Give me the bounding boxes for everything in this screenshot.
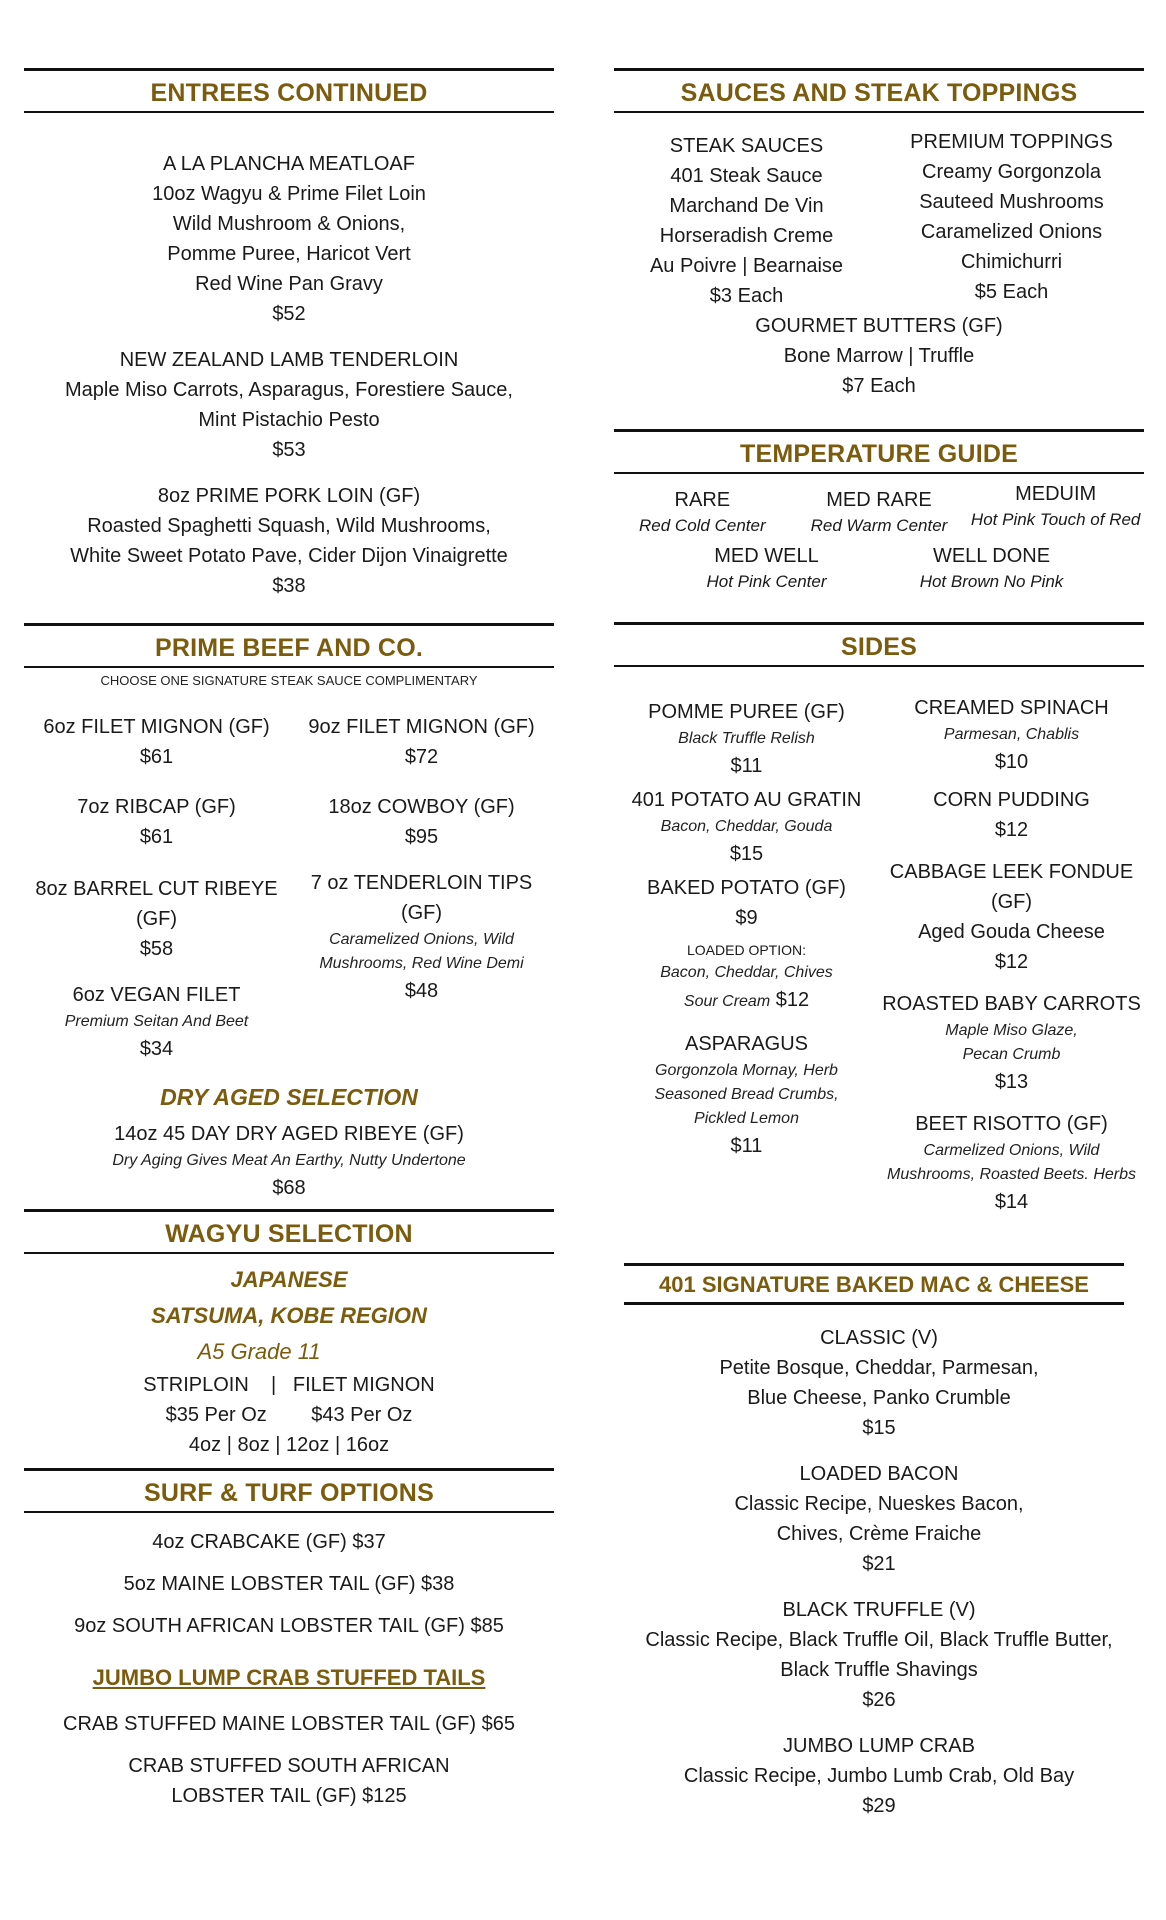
temp-medium (967, 480, 1144, 538)
entree-desc: Mint Pistachio Pesto (198, 409, 380, 431)
topping-item: Sauteed Mushrooms (919, 191, 1104, 213)
entree-item (24, 481, 554, 601)
mac-item (614, 1323, 1144, 1443)
mac-desc: Chives, Crème Fraiche (776, 1523, 982, 1545)
sauce-price: $3 Each (709, 285, 784, 307)
side-desc: Parmesan, Chablis (943, 726, 1080, 743)
temp-desc: Red Cold Center (639, 516, 766, 535)
topping-item: Creamy Gorgonzola (922, 161, 1101, 183)
entree-desc: White Sweet Potato Pave, Cider Dijon Vinaigrette (70, 545, 508, 567)
beef-name: 6oz FILET MIGNON (GF) (43, 716, 270, 738)
right-column (614, 68, 1144, 1821)
entree-item (24, 345, 554, 465)
entrees-title: ENTREES CONTINUED (150, 79, 428, 107)
wagyu-prices: $35 Per Oz $43 Per Oz (165, 1404, 413, 1426)
beef-name: 8oz BARREL CUT RIBEYE (GF) (35, 878, 278, 930)
beef-desc: Caramelized Onions, Wild Mushrooms, Red Wine Demi (319, 931, 524, 972)
sauces-grid (614, 127, 1144, 311)
side-name: CABBAGE LEEK FONDUE (GF) (889, 861, 1134, 913)
gourmet-butters (614, 311, 1144, 401)
beef-desc: Premium Seitan And Beet (64, 1013, 249, 1030)
temp-med-rare (791, 480, 968, 538)
side-price: $12 (994, 819, 1029, 841)
steak-sauces (614, 127, 879, 311)
temp-label: WELL DONE (932, 545, 1051, 567)
side-desc: Carmelized Onions, Wild Mushrooms, Roasted Beets. Herbs (887, 1142, 1136, 1183)
beef-price: $34 (139, 1038, 174, 1060)
butter-item: Bone Marrow | Truffle (783, 345, 975, 367)
temperature-row-1 (614, 480, 1144, 538)
butter-price: $7 Each (842, 375, 916, 397)
temp-desc: Red Warm Center (810, 516, 948, 535)
wagyu-grade: A5 Grade 11 (197, 1339, 321, 1364)
surf-item: 5oz MAINE LOBSTER TAIL (GF) $38 (123, 1573, 455, 1595)
beef-name: 9oz FILET MIGNON (GF) (308, 716, 535, 738)
side-price: $10 (994, 751, 1029, 773)
sides-right (879, 697, 1144, 1217)
sides-grid (614, 697, 1144, 1217)
entree-price: $52 (272, 303, 306, 325)
mac-desc: Classic Recipe, Jumbo Lumb Crab, Old Bay (683, 1765, 1075, 1787)
loaded-option-desc: Bacon, Cheddar, Chives (660, 964, 833, 981)
surf-turf-header (24, 1468, 554, 1513)
beef-name: 7oz RIBCAP (GF) (77, 796, 236, 818)
sides-title: SIDES (840, 633, 918, 661)
side-name: CORN PUDDING (933, 789, 1090, 811)
mac-list (614, 1323, 1144, 1821)
surf-turf-list (24, 1527, 554, 1641)
side-name: POMME PUREE (GF) (648, 701, 845, 723)
wagyu-title: WAGYU SELECTION (165, 1220, 413, 1248)
beef-name: 18oz COWBOY (GF) (328, 796, 515, 818)
beef-price: $95 (404, 826, 439, 848)
loaded-option-line (614, 985, 879, 1015)
temp-desc: Hot Pink Touch of Red (970, 510, 1141, 529)
temp-label: MED RARE (826, 489, 932, 511)
beef-item (289, 868, 554, 1006)
side-name: ROASTED BABY CARROTS (882, 993, 1141, 1015)
entree-item (24, 149, 554, 329)
side-name: 401 POTATO AU GRATIN (631, 789, 862, 811)
mac-desc: Petite Bosque, Cheddar, Parmesan, (719, 1357, 1039, 1379)
entree-name: 8oz PRIME PORK LOIN (GF) (157, 485, 421, 507)
premium-toppings (879, 127, 1144, 311)
side-price: $14 (994, 1191, 1029, 1213)
temp-label: MED WELL (714, 545, 819, 567)
entree-desc: Roasted Spaghetti Squash, Wild Mushrooms, (87, 515, 491, 537)
side-price: $9 (735, 907, 758, 929)
beef-price: $48 (404, 980, 439, 1002)
entree-price: $53 (272, 439, 306, 461)
beef-price: $58 (139, 938, 174, 960)
entree-desc: Maple Miso Carrots, Asparagus, Forestiere Sauce, (65, 379, 513, 401)
sauce-item: 401 Steak Sauce (670, 165, 823, 187)
mac-item (614, 1731, 1144, 1821)
side-price: $12 (994, 951, 1029, 973)
prime-beef-left (24, 712, 289, 1064)
entrees-header (24, 68, 554, 113)
temp-label: MEDUIM (1015, 483, 1097, 505)
sauce-item: Horseradish Creme (659, 225, 834, 247)
topping-item: Chimichurri (960, 251, 1063, 273)
side-desc: Gorgonzola Mornay, Herb Seasoned Bread Crumbs, Pickled Lemon (654, 1062, 839, 1127)
side-name: ASPARAGUS (685, 1033, 808, 1055)
mac-desc: Classic Recipe, Black Truffle Oil, Black Truffle Butter, (645, 1629, 1113, 1651)
jumbo-item: CRAB STUFFED MAINE LOBSTER TAIL (GF) $65 (63, 1713, 515, 1735)
beef-item (289, 712, 554, 772)
mac-price: $21 (862, 1553, 896, 1575)
sauce-item: Marchand De Vin (669, 195, 824, 217)
prime-beef-right (289, 712, 554, 1064)
surf-turf-title: SURF & TURF OPTIONS (144, 1479, 434, 1507)
temperature-row-2 (614, 542, 1144, 594)
left-column (24, 68, 554, 1811)
mac-name: CLASSIC (V) (820, 1327, 938, 1349)
side-price: $11 (730, 1135, 763, 1157)
mac-name: LOADED BACON (799, 1463, 959, 1485)
mac-title: 401 SIGNATURE BAKED MAC & CHEESE (659, 1272, 1089, 1297)
entree-name: A LA PLANCHA MEATLOAF (163, 153, 415, 175)
prime-beef-title: PRIME BEEF AND CO. (155, 634, 423, 662)
sides-left (614, 697, 879, 1217)
loaded-option-label: LOADED OPTION: (686, 942, 807, 958)
mac-name: BLACK TRUFFLE (V) (782, 1599, 976, 1621)
side-item (614, 873, 879, 1015)
side-item (614, 1029, 879, 1161)
surf-item: 9oz SOUTH AFRICAN LOBSTER TAIL (GF) $85 (74, 1615, 504, 1637)
mac-price: $15 (862, 1417, 896, 1439)
entree-desc: Pomme Puree, Haricot Vert (167, 243, 411, 265)
side-name: BEET RISOTTO (GF) (915, 1113, 1108, 1135)
jumbo-item: LOBSTER TAIL (GF) $125 (171, 1785, 407, 1807)
temp-well-done (879, 542, 1104, 594)
temperature-header (614, 429, 1144, 474)
mac-header (624, 1263, 1124, 1305)
wagyu-cuts: STRIPLOIN | FILET MIGNON (143, 1374, 435, 1396)
dry-aged-title: DRY AGED SELECTION (160, 1084, 418, 1110)
temp-med-well (654, 542, 879, 594)
mac-price: $29 (862, 1795, 896, 1817)
dry-aged-item (24, 1119, 554, 1203)
butters-heading: GOURMET BUTTERS (GF) (755, 315, 1003, 337)
temp-rare (614, 480, 791, 538)
prime-beef-grid (24, 712, 554, 1064)
mac-desc: Black Truffle Shavings (780, 1659, 978, 1681)
side-name: BAKED POTATO (GF) (647, 877, 846, 899)
jumbo-list (24, 1709, 554, 1811)
wagyu-sizes: 4oz | 8oz | 12oz | 16oz (188, 1434, 390, 1456)
side-item (614, 785, 879, 869)
entree-desc: 10oz Wagyu & Prime Filet Loin (152, 183, 426, 205)
side-item (879, 1109, 1144, 1217)
prime-beef-note: CHOOSE ONE SIGNATURE STEAK SAUCE COMPLIMENTARY (100, 673, 478, 688)
entree-desc: Red Wine Pan Gravy (195, 273, 383, 295)
beef-item (289, 792, 554, 852)
beef-price: $72 (404, 746, 439, 768)
side-item (879, 785, 1144, 845)
temperature-title: TEMPERATURE GUIDE (740, 440, 1018, 468)
entree-price: $38 (272, 575, 306, 597)
jumbo-item: CRAB STUFFED SOUTH AFRICAN (128, 1755, 450, 1777)
wagyu-block (24, 1262, 554, 1460)
beef-item (24, 874, 289, 964)
loaded-option-price: $12 (775, 989, 810, 1011)
mac-desc: Classic Recipe, Nueskes Bacon, (734, 1493, 1024, 1515)
prime-beef-header (24, 623, 554, 668)
side-desc: Black Truffle Relish (678, 730, 815, 747)
side-item (879, 693, 1144, 777)
beef-item (24, 980, 289, 1064)
sauces-title: SAUCES AND STEAK TOPPINGS (680, 79, 1078, 107)
topping-price: $5 Each (974, 281, 1049, 303)
mac-price: $26 (862, 1689, 896, 1711)
side-price: $13 (994, 1071, 1029, 1093)
beef-item (24, 712, 289, 772)
wagyu-header (24, 1209, 554, 1254)
beef-price: $61 (139, 746, 174, 768)
temp-desc: Hot Pink Center (706, 572, 827, 591)
sides-header (614, 622, 1144, 667)
beef-name: 7 oz TENDERLOIN TIPS (GF) (310, 872, 533, 924)
side-item (879, 989, 1144, 1097)
dry-aged-desc: Dry Aging Gives Meat An Earthy, Nutty Undertone (112, 1152, 466, 1169)
loaded-option-desc: Sour Cream (683, 993, 771, 1010)
sauce-item: Au Poivre | Bearnaise (649, 255, 844, 277)
jumbo-title: JUMBO LUMP CRAB STUFFED TAILS (92, 1665, 486, 1690)
temp-label: RARE (674, 489, 731, 511)
side-price: $11 (730, 755, 763, 777)
side-desc: Bacon, Cheddar, Gouda (660, 818, 833, 835)
mac-item (614, 1595, 1144, 1715)
entree-name: NEW ZEALAND LAMB TENDERLOIN (119, 349, 459, 371)
mac-item (614, 1459, 1144, 1579)
sauces-header (614, 68, 1144, 113)
dry-aged-name: 14oz 45 DAY DRY AGED RIBEYE (GF) (114, 1123, 464, 1145)
steak-sauces-heading: STEAK SAUCES (669, 135, 824, 157)
wagyu-origin: JAPANESE (230, 1267, 348, 1292)
mac-name: JUMBO LUMP CRAB (783, 1735, 975, 1757)
entrees-list (24, 149, 554, 601)
beef-price: $61 (139, 826, 174, 848)
side-desc: Maple Miso Glaze, Pecan Crumb (945, 1022, 1078, 1063)
side-item (879, 857, 1144, 977)
side-name: CREAMED SPINACH (914, 697, 1109, 719)
entree-desc: Wild Mushroom & Onions, (172, 213, 406, 235)
surf-item: 4oz CRABCAKE (GF) $37 (152, 1531, 386, 1553)
premium-heading: PREMIUM TOPPINGS (910, 131, 1113, 153)
wagyu-region: SATSUMA, KOBE REGION (151, 1303, 427, 1328)
side-item (614, 697, 879, 781)
mac-desc: Blue Cheese, Panko Crumble (747, 1387, 1011, 1409)
temp-desc: Hot Brown No Pink (919, 572, 1064, 591)
side-desc: Aged Gouda Cheese (918, 921, 1105, 943)
side-price: $15 (729, 843, 764, 865)
beef-name: 6oz VEGAN FILET (72, 984, 241, 1006)
beef-item (24, 792, 289, 852)
dry-aged-price: $68 (272, 1177, 306, 1199)
topping-item: Caramelized Onions (920, 221, 1103, 243)
